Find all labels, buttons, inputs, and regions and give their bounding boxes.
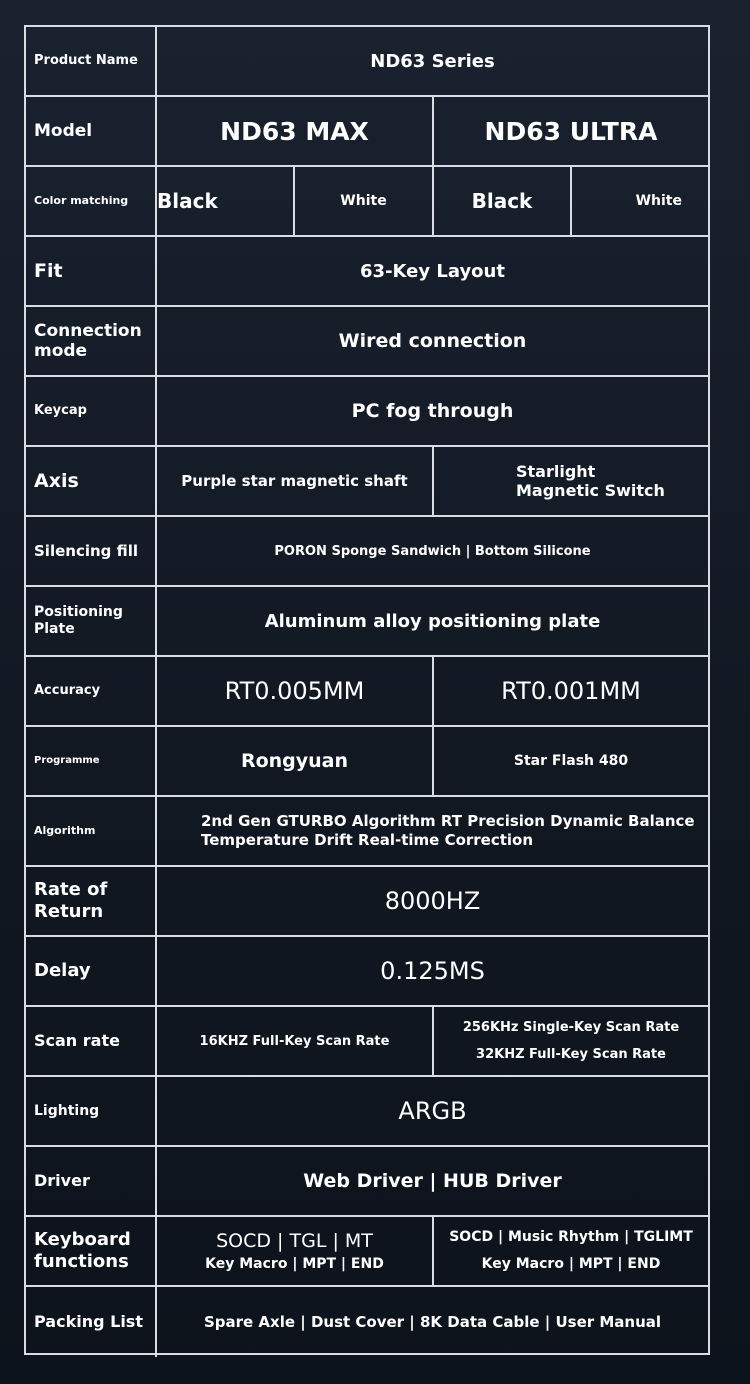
functions-ultra-line1: SOCD | Music Rhythm | TGLIMT <box>449 1229 693 1246</box>
delay-value: 0.125MS <box>380 957 485 985</box>
color-max-black: Black <box>157 167 295 235</box>
row-label: Keyboard functions <box>26 1217 157 1285</box>
row-plate <box>26 587 708 657</box>
model-ultra: ND63 ULTRA <box>484 116 658 146</box>
row-color <box>26 167 708 237</box>
functions-max-line1: SOCD | TGL | MT <box>216 1229 373 1252</box>
scan-ultra-line2: 32KHZ Full-Key Scan Rate <box>476 1047 666 1062</box>
row-label: Fit <box>26 237 157 305</box>
row-label: Product Name <box>26 27 157 95</box>
row-label: Delay <box>26 937 157 1005</box>
rate-value: 8000HZ <box>384 887 481 915</box>
row-delay <box>26 937 708 1007</box>
fit-value: 63-Key Layout <box>360 260 505 282</box>
functions-max-line2: Key Macro | MPT | END <box>205 1255 384 1272</box>
row-label: Positioning Plate <box>26 587 157 655</box>
programme-max: Rongyuan <box>157 727 434 795</box>
color-max-white: White <box>295 167 434 235</box>
plate-value: Aluminum alloy positioning plate <box>264 610 601 632</box>
color-ultra-white: White <box>635 193 682 209</box>
programme-ultra: Star Flash 480 <box>513 753 629 769</box>
algorithm-line2: Temperature Drift Real-time Correction <box>201 831 534 849</box>
product-name-value: ND63 Series <box>370 50 495 72</box>
color-ultra-black: Black <box>434 167 572 235</box>
row-accuracy <box>26 657 708 727</box>
row-functions <box>26 1217 708 1287</box>
row-label: Accuracy <box>26 657 157 725</box>
model-max: ND63 MAX <box>157 97 434 165</box>
row-programme <box>26 727 708 797</box>
row-label: Algorithm <box>26 797 157 865</box>
lighting-value: ARGB <box>398 1097 467 1125</box>
row-label: Model <box>26 97 157 165</box>
row-silencing <box>26 517 708 587</box>
keycap-value: PC fog through <box>351 400 514 422</box>
row-label: Programme <box>26 727 157 795</box>
row-label: Keycap <box>26 377 157 445</box>
row-lighting <box>26 1077 708 1147</box>
row-rate <box>26 867 708 937</box>
functions-ultra-line2: Key Macro | MPT | END <box>481 1256 661 1272</box>
row-label: Packing List <box>26 1287 157 1357</box>
scan-ultra <box>434 1007 708 1075</box>
row-label: Silencing fill <box>26 517 157 585</box>
row-label: Driver <box>26 1147 157 1215</box>
row-algorithm <box>26 797 708 867</box>
functions-ultra <box>434 1217 708 1285</box>
silencing-value: PORON Sponge Sandwich | Bottom Silicone <box>274 543 591 559</box>
spec-table <box>24 25 710 1355</box>
row-label: Color matching <box>26 167 157 235</box>
row-model <box>26 97 708 167</box>
row-product-name <box>26 27 708 97</box>
accuracy-ultra: RT0.001MM <box>501 677 641 705</box>
row-label: Axis <box>26 447 157 515</box>
row-fit <box>26 237 708 307</box>
axis-ultra <box>434 447 708 515</box>
functions-max <box>157 1217 434 1285</box>
row-driver <box>26 1147 708 1217</box>
row-connection <box>26 307 708 377</box>
row-keycap <box>26 377 708 447</box>
row-label: Scan rate <box>26 1007 157 1075</box>
row-packing <box>26 1287 708 1357</box>
row-label: Rate of Return <box>26 867 157 935</box>
row-label: Connection mode <box>26 307 157 375</box>
row-axis <box>26 447 708 517</box>
accuracy-max: RT0.005MM <box>157 657 434 725</box>
connection-value: Wired connection <box>338 330 527 352</box>
row-label: Lighting <box>26 1077 157 1145</box>
algorithm-line1: 2nd Gen GTURBO Algorithm RT Precision Dynamic Balance <box>201 812 695 831</box>
driver-value: Web Driver | HUB Driver <box>303 1170 562 1192</box>
packing-value: Spare Axle | Dust Cover | 8K Data Cable | User Manual <box>203 1313 662 1331</box>
row-scan <box>26 1007 708 1077</box>
algorithm-value <box>157 797 708 865</box>
scan-max: 16KHZ Full-Key Scan Rate <box>157 1007 434 1075</box>
axis-ultra-line1: Starlight <box>516 462 596 481</box>
scan-ultra-line1: 256KHz Single-Key Scan Rate <box>462 1019 680 1035</box>
axis-max: Purple star magnetic shaft <box>157 447 434 515</box>
axis-ultra-line2: Magnetic Switch <box>516 481 665 500</box>
